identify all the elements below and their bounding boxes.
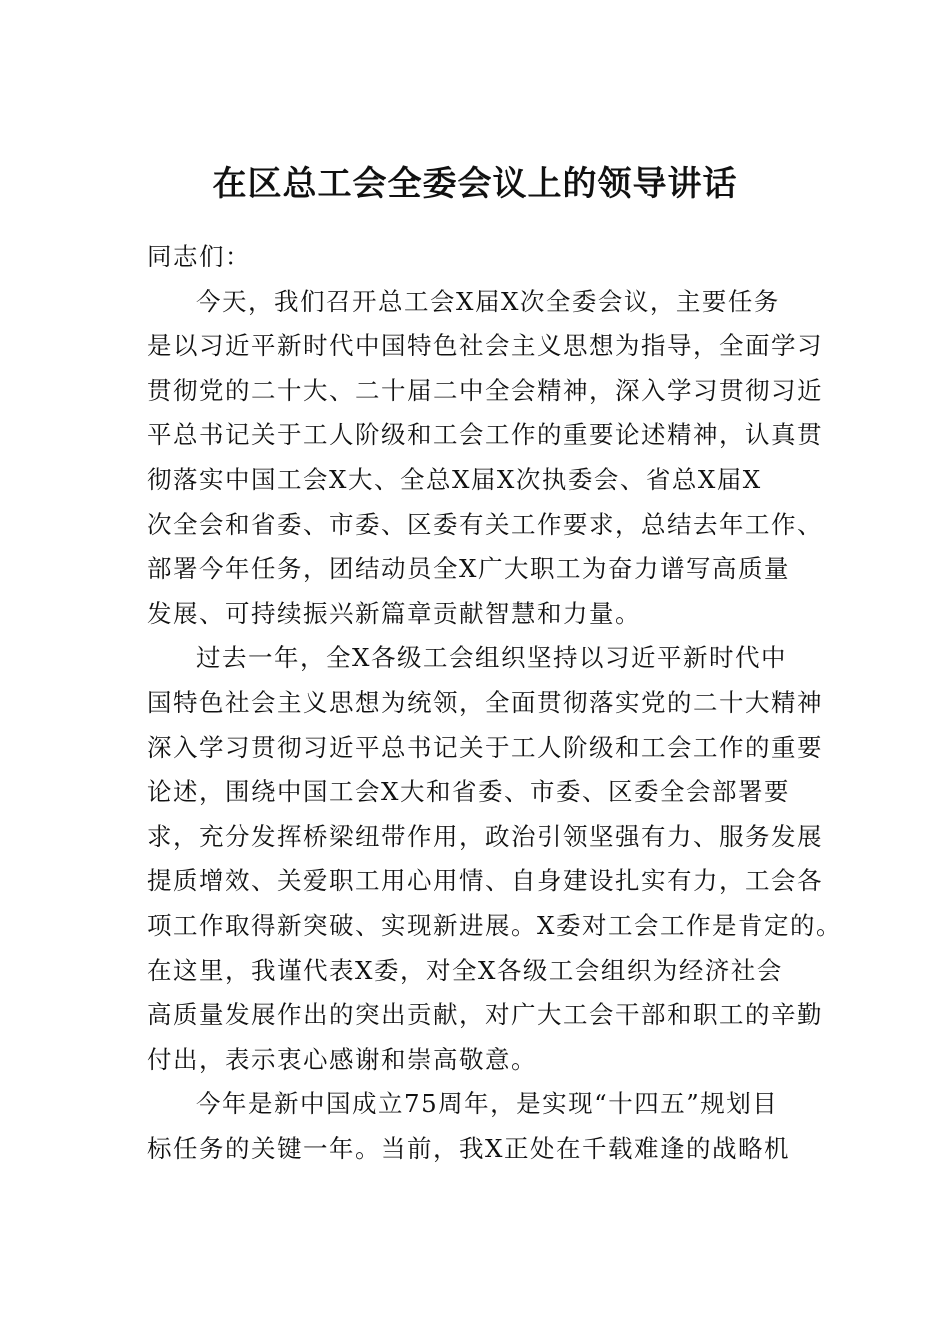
paragraph-line: 论述，围绕中国工会X大和省委、市委、区委全会部署要 <box>147 777 790 807</box>
paragraph-line: 贯彻党的二十大、二十届二中全会精神，深入学习贯彻习近 <box>147 375 823 405</box>
paragraph-line: 求，充分发挥桥梁纽带作用，政治引领坚强有力、服务发展 <box>147 821 823 851</box>
paragraph-line: 深入学习贯彻习近平总书记关于工人阶级和工会工作的重要 <box>147 732 823 762</box>
paragraph-line: 项工作取得新突破、实现新进展。X委对工会工作是肯定的。 <box>147 910 842 940</box>
paragraph-line: 次全会和省委、市委、区委有关工作要求，总结去年工作、 <box>147 509 823 539</box>
salutation: 同志们： <box>147 242 251 271</box>
paragraph-line: 提质增效、关爱职工用心用情、自身建设扎实有力，工会各 <box>147 866 823 896</box>
paragraph-line: 平总书记关于工人阶级和工会工作的重要论述精神，认真贯 <box>147 420 823 450</box>
paragraph-line: 国特色社会主义思想为统领，全面贯彻落实党的二十大精神 <box>147 687 823 717</box>
paragraph-line: 高质量发展作出的突出贡献，对广大工会干部和职工的辛勤 <box>147 1000 823 1030</box>
paragraph-1 <box>147 280 823 637</box>
document-title: 在区总工会全委会议上的领导讲话 <box>212 164 738 204</box>
paragraph-3 <box>147 1082 817 1171</box>
paragraph-line: 今年是新中国成立75周年，是实现“十四五”规划目 <box>196 1089 779 1119</box>
paragraph-line: 过去一年，全X各级工会组织坚持以习近平新时代中 <box>196 643 787 673</box>
paragraph-line: 发展、可持续振兴新篇章贡献智慧和力量。 <box>147 598 641 628</box>
paragraph-line: 今天，我们召开总工会X届X次全委会议，主要任务 <box>196 286 780 316</box>
paragraph-line: 彻落实中国工会X大、全总X届X次执委会、省总X届X <box>147 464 762 494</box>
paragraph-2 <box>147 636 842 1082</box>
document-body <box>147 235 842 1171</box>
paragraph-line: 付出，表示衷心感谢和崇高敬意。 <box>147 1044 537 1074</box>
paragraph-line: 部署今年任务，团结动员全X广大职工为奋力谱写高质量 <box>147 554 790 584</box>
paragraph-line: 是以习近平新时代中国特色社会主义思想为指导，全面学习 <box>147 331 823 361</box>
paragraph-line: 在这里，我谨代表X委，对全X各级工会组织为经济社会 <box>147 955 783 985</box>
paragraph-line: 标任务的关键一年。当前，我X正处在千载难逢的战略机 <box>147 1133 790 1163</box>
